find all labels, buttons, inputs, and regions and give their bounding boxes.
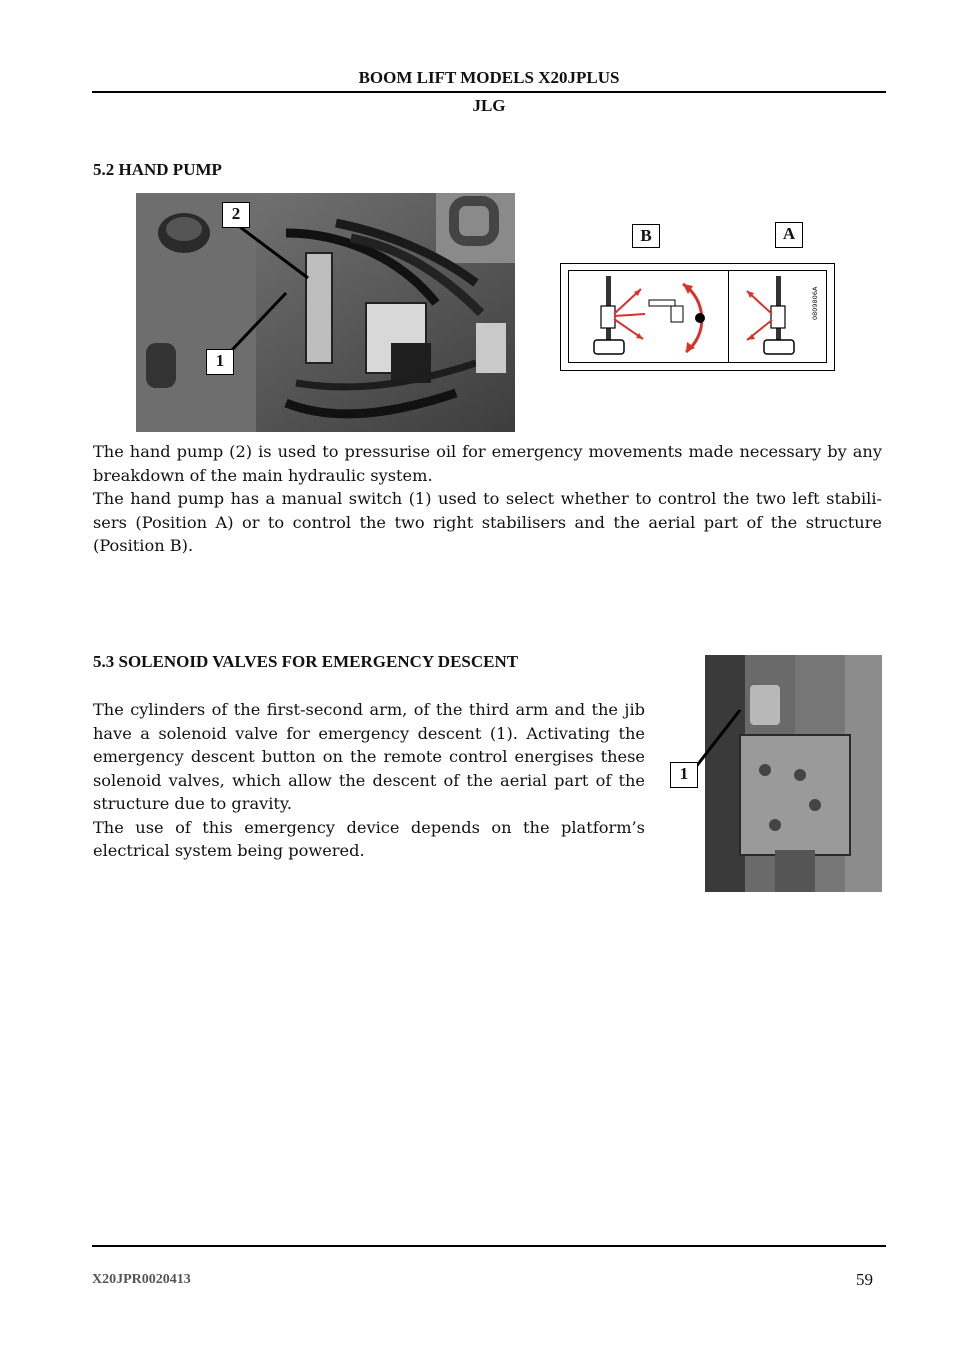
callout-1: 1	[206, 349, 234, 375]
callout-leader-lines	[136, 193, 515, 432]
diagram-code: 0809806A	[811, 286, 819, 320]
section-heading-solenoid-valves: 5.3 SOLENOID VALVES FOR EMERGENCY DESCENT	[93, 652, 519, 671]
document-code: X20JPR0020413	[92, 1272, 191, 1287]
solenoid-paragraph-1: The cylinders of the first-second arm, of the third arm and the jib have a solenoid valve for emergency descent (1). Activating the emergency descent button on the remote control energises these solenoid valves, which allow the descent of the aerial part of the structure due to gravity.	[93, 700, 645, 813]
hand-pump-paragraph-1: The hand pump (2) is used to pressurise oil for emergency movements made necessary by any breakdown of the main hydraulic system.	[93, 442, 882, 485]
footer-rule	[92, 1245, 886, 1247]
solenoid-paragraph-2: The use of this emergency device depends on the platform’s electrical system being powered.	[93, 817, 645, 860]
section-heading-hand-pump: 5.2 HAND PUMP	[93, 160, 222, 179]
header-rule	[92, 91, 886, 93]
callout-1-solenoid: 1	[670, 762, 698, 788]
hand-pump-text	[93, 440, 882, 558]
hand-pump-photo	[136, 193, 515, 432]
hand-pump-paragraph-2: The hand pump has a manual switch (1) used to select whether to control the two left stabili-sers (Position A) or to control the two right stabilisers and the aerial part of the structure (Position B).	[93, 489, 882, 555]
callout-2: 2	[222, 202, 250, 228]
solenoid-valves-text	[93, 698, 645, 863]
brand-name: JLG	[472, 96, 506, 115]
position-b-label: B	[632, 224, 660, 248]
switch-positions-illustration	[561, 264, 834, 370]
solenoid-leader-line	[690, 700, 750, 780]
page-number: 59	[856, 1270, 873, 1289]
switch-position-diagram	[560, 263, 835, 371]
document-title: BOOM LIFT MODELS X20JPLUS	[358, 68, 620, 87]
position-a-label: A	[775, 222, 803, 248]
